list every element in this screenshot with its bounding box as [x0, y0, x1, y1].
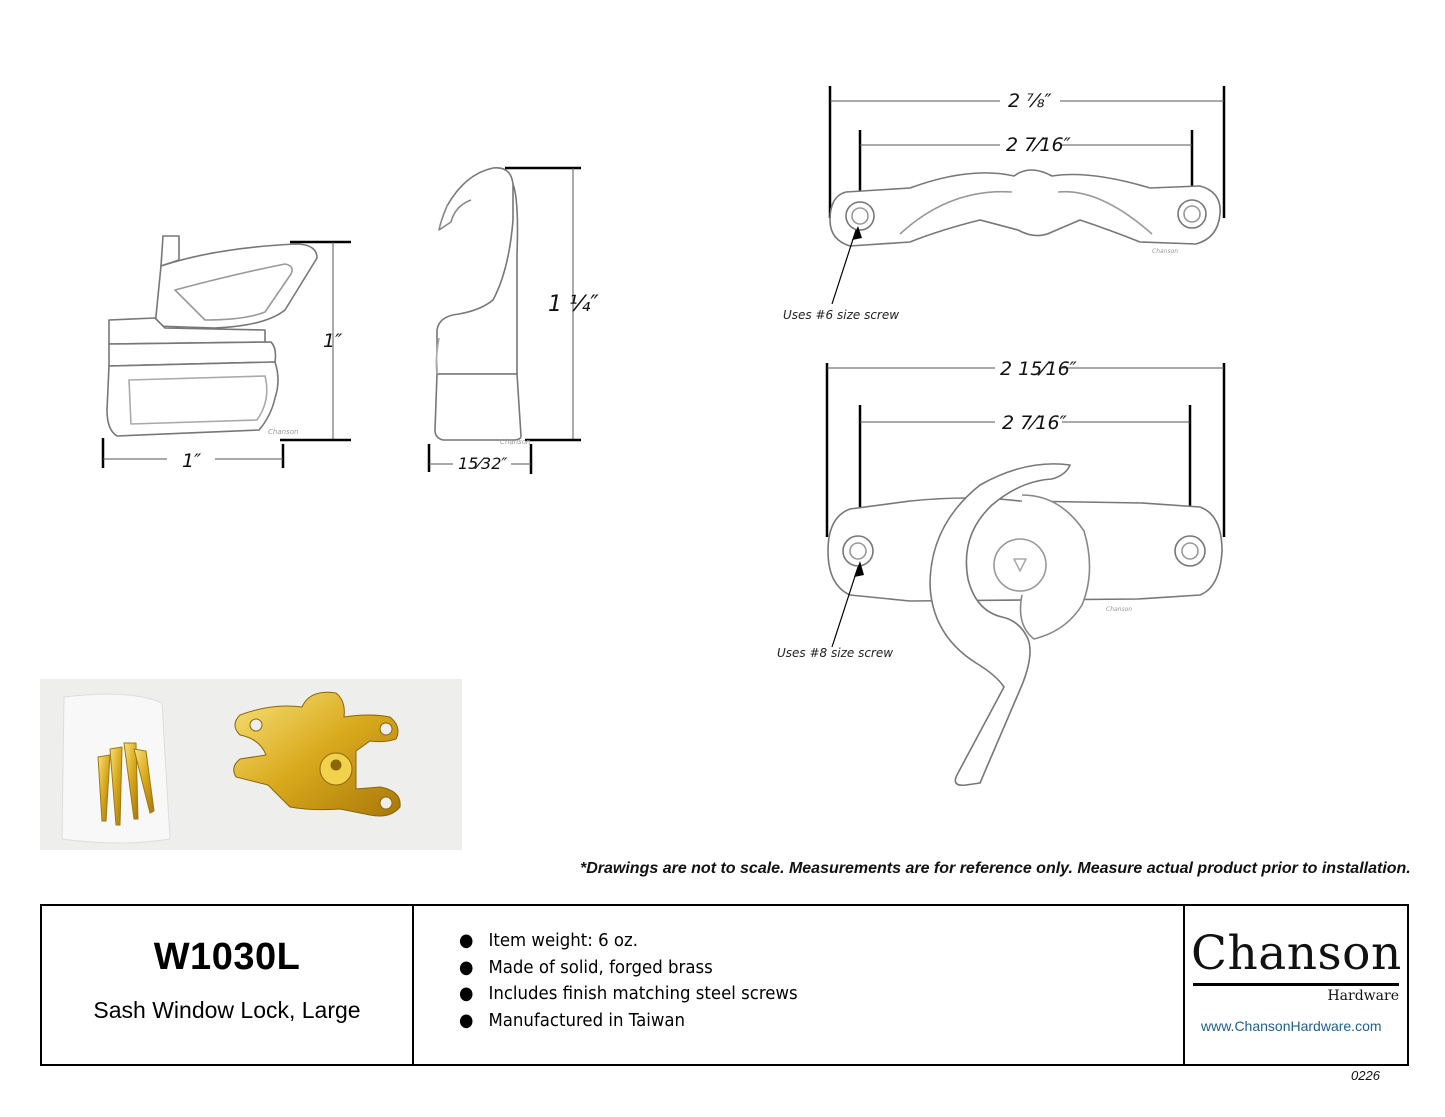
side-width-label: 1″ [182, 450, 202, 472]
feature-list [459, 928, 827, 1034]
brand-logo-name: Chanson [1191, 926, 1402, 981]
side-view-drawing [95, 230, 365, 475]
feature-item [459, 981, 798, 1008]
keeper-screw-note: Uses #6 size screw [783, 308, 900, 322]
disclaimer-text: *Drawings are not to scale. Measurements are for reference only. Measure actual product prior to installation. [580, 860, 1411, 877]
keeper-view-drawing [790, 80, 1240, 320]
bullet-icon: ● [459, 1009, 474, 1031]
keeper-watermark: Chanson [1152, 248, 1179, 255]
lock-holes-label: 2 7⁄16″ [1002, 412, 1067, 434]
product-sku: W1030L [153, 936, 301, 978]
bullet-icon: ● [459, 930, 474, 951]
profile-watermark: Chanson [500, 438, 531, 446]
lock-overall-label: 2 15⁄16″ [1000, 358, 1077, 380]
brand-website-link[interactable]: www.ChansonHardware.com [1201, 1018, 1382, 1034]
bullet-icon: ● [459, 983, 474, 1004]
bullet-icon: ● [459, 956, 474, 978]
lock-screw-note: Uses #8 size screw [777, 646, 894, 660]
feature-text: Includes finish matching steel screws [488, 983, 798, 1004]
profile-height-label: 1 ¼″ [548, 292, 599, 317]
feature-item [459, 955, 798, 982]
product-name: Sash Window Lock, Large [93, 997, 361, 1023]
product-features-cell [414, 906, 1185, 1064]
feature-item [459, 1008, 798, 1035]
product-photo [40, 679, 462, 850]
side-watermark: Chanson [268, 428, 299, 436]
keeper-holes-label: 2 7⁄16″ [1006, 134, 1071, 156]
brass-sash-lock-photo-icon [40, 679, 462, 850]
feature-item [459, 928, 798, 955]
document-code: 0226 [1351, 1068, 1380, 1083]
feature-text: Manufactured in Taiwan [488, 1009, 686, 1031]
keeper-overall-label: 2 ⅞″ [1008, 90, 1052, 112]
feature-text: Made of solid, forged brass [488, 956, 713, 978]
lock-watermark: Chanson [1106, 606, 1133, 613]
brand-logo-subtitle: Hardware [1327, 988, 1399, 1004]
brand-cell [1185, 906, 1407, 1064]
product-identity-cell [42, 906, 414, 1064]
product-info-table [40, 904, 1409, 1066]
feature-text: Item weight: 6 oz. [488, 930, 638, 951]
profile-view-drawing [425, 160, 595, 480]
brand-underline [1193, 983, 1399, 986]
profile-width-label: 15⁄32″ [458, 454, 508, 473]
side-height-label: 1″ [323, 330, 343, 352]
